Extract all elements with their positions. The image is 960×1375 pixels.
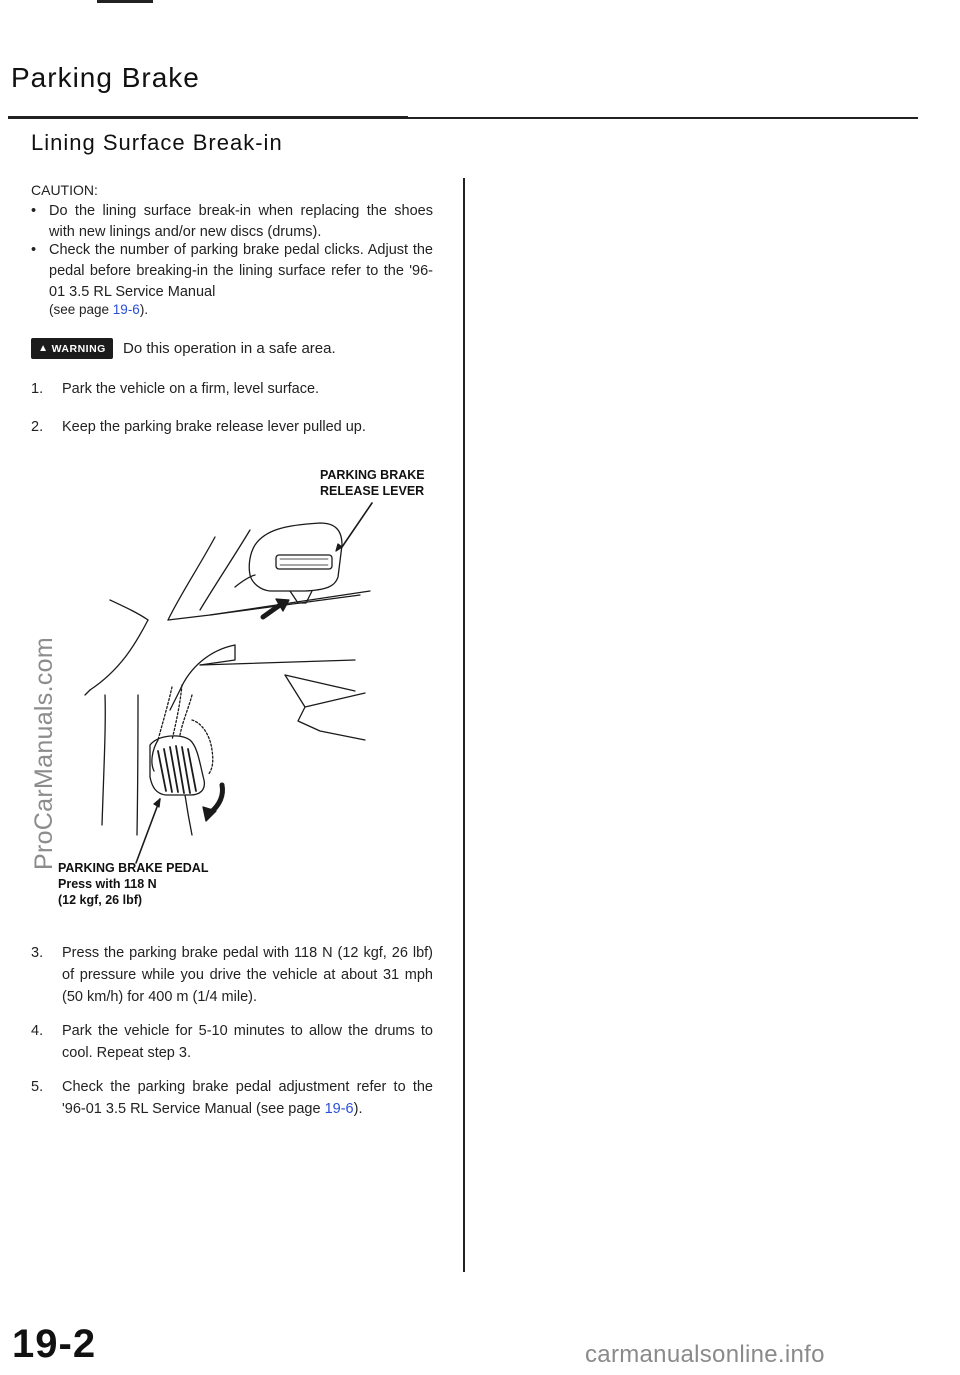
knee-panel-line <box>305 693 365 707</box>
warning-triangle-icon: ▲ <box>38 343 49 354</box>
page-link[interactable]: 19-6 <box>324 1101 354 1117</box>
caution-bullet <box>31 240 433 303</box>
pedal-leader-arrowhead <box>154 799 160 807</box>
caution-bullet <box>31 201 433 243</box>
knee-panel-line <box>200 660 355 665</box>
column-divider <box>463 178 465 1272</box>
step-number: 4. <box>31 1023 44 1039</box>
dash-edge-line <box>200 530 250 610</box>
dash-panel-line <box>85 690 90 695</box>
step-item <box>31 1020 433 1064</box>
dash-panel-line <box>110 600 148 620</box>
section-title: Lining Surface Break-in <box>31 130 283 155</box>
step-text: Park the vehicle for 5-10 minutes to allow the drums to cool. Repeat step 3. <box>62 1023 433 1061</box>
caution-bullet-text: Do the lining surface break-in when replacing the shoes with new linings and/or new discs (drums). <box>49 203 433 240</box>
step-number: 1. <box>31 381 44 397</box>
step-number: 2. <box>31 419 44 435</box>
footer-site-label: carmanualsonline.info <box>585 1341 825 1368</box>
see-page-suffix: ). <box>139 302 149 317</box>
bullet-dot: • <box>31 203 37 219</box>
pedal-arm-hidden <box>180 695 192 735</box>
lever-leader-line <box>342 503 372 547</box>
step-text <box>62 1076 433 1120</box>
step-text-suffix: ). <box>353 1101 363 1117</box>
top-edge-mark <box>97 0 153 3</box>
warning-badge-label: WARNING <box>51 342 106 355</box>
lever-label-line: PARKING BRAKE <box>320 468 425 482</box>
page-link[interactable]: 19-6 <box>112 302 140 317</box>
step-number: 5. <box>31 1079 44 1095</box>
pedal-force-line: Press with 118 N <box>58 877 157 891</box>
caution-label: CAUTION: <box>31 182 98 198</box>
pedal-arm-hidden <box>158 687 172 740</box>
step-text: Park the vehicle on a firm, level surface. <box>62 381 320 397</box>
parking-brake-illustration <box>80 495 410 865</box>
title-rule-thick <box>8 116 408 119</box>
step-item <box>31 378 433 400</box>
pedal-arm-hidden <box>172 685 182 740</box>
page-number: 19-2 <box>12 1322 97 1366</box>
warning-badge <box>31 338 113 359</box>
step-number: 3. <box>31 945 44 961</box>
pedal-grip-ribs <box>158 746 196 793</box>
lever-grip-slot <box>276 555 332 569</box>
pedal-arm <box>152 740 158 771</box>
see-page-prefix: (see page <box>49 302 113 317</box>
dash-panel-line <box>90 620 148 690</box>
step-text-prefix: Check the parking brake pedal adjustment refer to the '96-01 3.5 RL Service Manual (see page <box>62 1079 433 1117</box>
pillar-line <box>102 695 105 825</box>
page-title: Parking Brake <box>11 62 200 93</box>
lever-handle <box>249 523 342 591</box>
warning-text: Do this operation in a safe area. <box>123 340 336 357</box>
push-arrow-shaft <box>210 785 223 813</box>
knee-panel-line <box>200 645 235 665</box>
lever-grip-detail <box>280 559 328 565</box>
step-item <box>31 1076 433 1120</box>
pillar-line <box>185 795 192 835</box>
bullet-dot: • <box>31 242 37 258</box>
lever-label-line: RELEASE LEVER <box>320 484 425 498</box>
knee-panel-line <box>285 675 355 691</box>
watermark: ProCarManuals.com <box>30 637 58 870</box>
pedal-label: PARKING BRAKE PEDAL <box>58 861 209 875</box>
step-text: Press the parking brake pedal with 118 N (12 kgf, 26 lbf) of pressure while you drive the vehicle at about 31 mph (50 km/h) for 400 m (1/4 mile). <box>62 945 433 1005</box>
dash-edge-line <box>168 537 215 620</box>
caution-bullet-text: Check the number of parking brake pedal clicks. Adjust the pedal before breaking-in the lining surface refer to the '96-01 3.5 RL Service Manual <box>49 242 433 300</box>
step-item <box>31 416 433 438</box>
pedal-force-line: (12 kgf, 26 lbf) <box>58 893 143 907</box>
knee-panel-line <box>170 645 235 710</box>
step-text: Keep the parking brake release lever pulled up. <box>62 419 366 435</box>
pedal-callout-label <box>58 860 208 908</box>
step-item <box>31 942 433 1008</box>
see-page-reference <box>49 302 148 317</box>
pedal-leader-line <box>136 799 160 863</box>
pillar-line <box>137 695 138 835</box>
